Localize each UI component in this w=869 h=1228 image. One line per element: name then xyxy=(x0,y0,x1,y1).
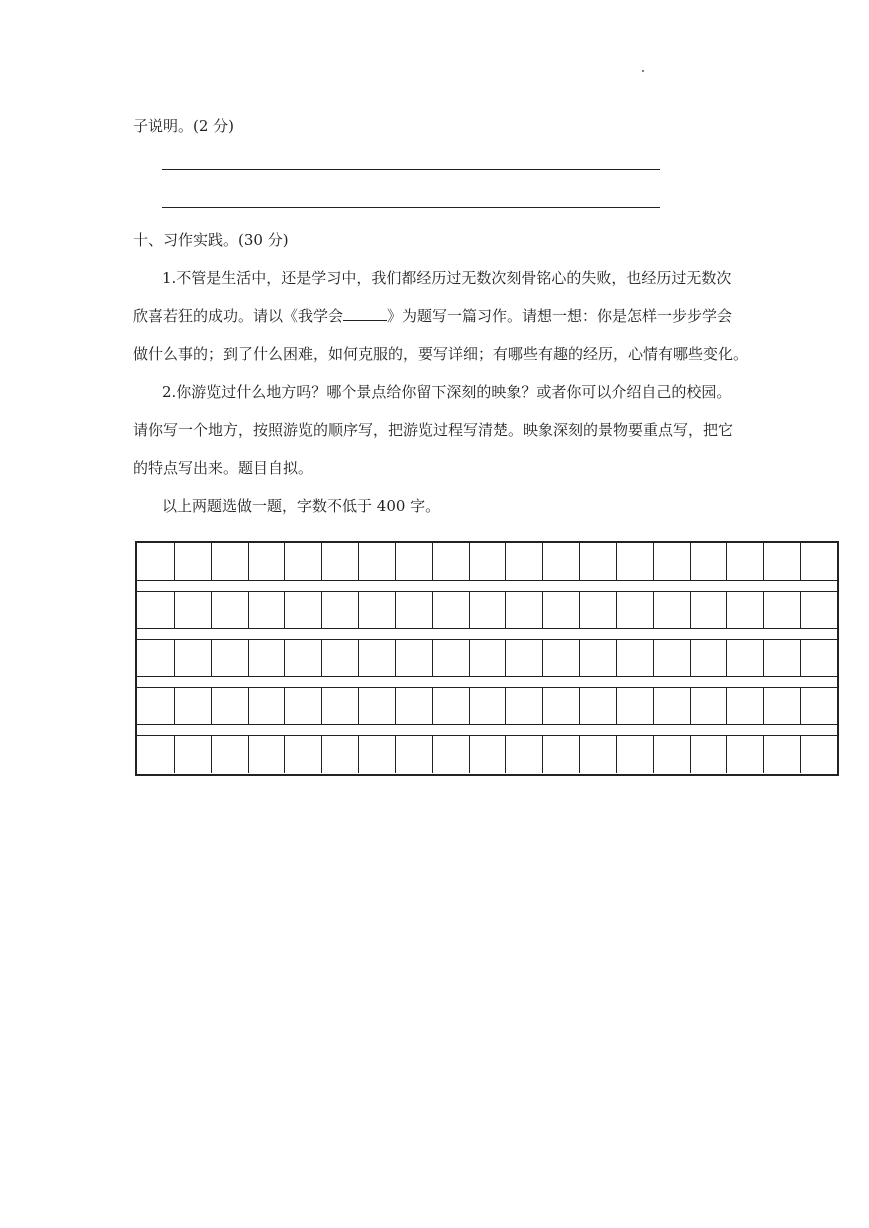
grid-cell[interactable] xyxy=(579,543,580,580)
grid-cell[interactable] xyxy=(174,543,175,580)
grid-cell[interactable] xyxy=(358,543,359,580)
choice-instruction: 以上两题选做一题，字数不低于 400 字。 xyxy=(162,497,441,515)
grid-cell[interactable] xyxy=(726,543,727,580)
grid-cell[interactable] xyxy=(616,688,617,724)
prompt2-line-3: 的特点写出来。题目自拟。 xyxy=(133,459,314,477)
grid-cell[interactable] xyxy=(542,592,543,628)
grid-cell[interactable] xyxy=(800,688,801,724)
grid-cell[interactable] xyxy=(800,592,801,628)
grid-cell[interactable] xyxy=(469,592,470,628)
grid-cell[interactable] xyxy=(321,640,322,676)
grid-cell[interactable] xyxy=(284,592,285,628)
grid-cell[interactable] xyxy=(248,592,249,628)
grid-row xyxy=(137,735,837,773)
grid-cell[interactable] xyxy=(321,688,322,724)
grid-cell[interactable] xyxy=(542,543,543,580)
grid-cell[interactable] xyxy=(616,592,617,628)
grid-cell[interactable] xyxy=(211,688,212,724)
grid-cell[interactable] xyxy=(542,736,543,773)
prompt2-line-1: 2.你游览过什么地方吗？哪个景点给你留下深刻的映象？或者你可以介绍自己的校园。 xyxy=(162,383,732,401)
grid-cell[interactable] xyxy=(763,640,764,676)
grid-cell[interactable] xyxy=(395,736,396,773)
answer-line-2[interactable] xyxy=(162,207,660,208)
composition-grid[interactable] xyxy=(135,541,839,776)
grid-cell[interactable] xyxy=(690,688,691,724)
grid-cell[interactable] xyxy=(616,736,617,773)
grid-cell[interactable] xyxy=(358,736,359,773)
grid-cell[interactable] xyxy=(469,688,470,724)
prompt1-line-2-prefix: 欣喜若狂的成功。请以《我学会 xyxy=(133,307,344,325)
grid-cell[interactable] xyxy=(690,592,691,628)
page-dot xyxy=(642,70,644,72)
grid-cell[interactable] xyxy=(653,688,654,724)
grid-cell[interactable] xyxy=(432,736,433,773)
grid-cell[interactable] xyxy=(395,592,396,628)
grid-cell[interactable] xyxy=(358,640,359,676)
grid-cell[interactable] xyxy=(432,543,433,580)
answer-line-1[interactable] xyxy=(162,169,660,170)
previous-question-tail: 子说明。(2 分) xyxy=(133,117,235,135)
grid-cell[interactable] xyxy=(690,640,691,676)
grid-cell[interactable] xyxy=(690,736,691,773)
grid-cell[interactable] xyxy=(248,543,249,580)
grid-cell[interactable] xyxy=(284,543,285,580)
grid-cell[interactable] xyxy=(469,736,470,773)
grid-cell[interactable] xyxy=(395,688,396,724)
grid-cell[interactable] xyxy=(395,543,396,580)
grid-cell[interactable] xyxy=(358,688,359,724)
grid-cell[interactable] xyxy=(505,736,506,773)
grid-cell[interactable] xyxy=(174,688,175,724)
grid-cell[interactable] xyxy=(616,640,617,676)
grid-cell[interactable] xyxy=(211,736,212,773)
grid-row xyxy=(137,543,837,581)
grid-cell[interactable] xyxy=(800,640,801,676)
prompt2-line-2: 请你写一个地方，按照游览的顺序写，把游览过程写清楚。映象深刻的景物要重点写，把它 xyxy=(133,421,734,439)
grid-cell[interactable] xyxy=(616,543,617,580)
grid-cell[interactable] xyxy=(726,736,727,773)
grid-cell[interactable] xyxy=(174,736,175,773)
grid-cell[interactable] xyxy=(395,640,396,676)
grid-cell[interactable] xyxy=(284,688,285,724)
grid-cell[interactable] xyxy=(248,640,249,676)
grid-cell[interactable] xyxy=(763,592,764,628)
grid-cell[interactable] xyxy=(174,592,175,628)
grid-cell[interactable] xyxy=(726,592,727,628)
grid-cell[interactable] xyxy=(542,640,543,676)
grid-cell[interactable] xyxy=(321,592,322,628)
prompt1-line-2 xyxy=(133,306,732,326)
grid-cell[interactable] xyxy=(579,640,580,676)
grid-cell[interactable] xyxy=(726,688,727,724)
grid-cell[interactable] xyxy=(321,543,322,580)
grid-cell[interactable] xyxy=(321,736,322,773)
prompt1-line-2-suffix: 》为题写一篇习作。请想一想：你是怎样一步步学会 xyxy=(387,307,733,325)
grid-cell[interactable] xyxy=(505,543,506,580)
grid-row xyxy=(137,687,837,725)
grid-cell[interactable] xyxy=(505,640,506,676)
grid-cell[interactable] xyxy=(653,640,654,676)
grid-cell[interactable] xyxy=(579,592,580,628)
grid-cell[interactable] xyxy=(174,640,175,676)
prompt1-line-3: 做什么事的；到了什么困难，如何克服的，要写详细；有哪些有趣的经历，心情有哪些变化。 xyxy=(133,345,749,363)
grid-cell[interactable] xyxy=(432,640,433,676)
grid-cell[interactable] xyxy=(579,688,580,724)
grid-cell[interactable] xyxy=(248,736,249,773)
grid-cell[interactable] xyxy=(284,640,285,676)
grid-cell[interactable] xyxy=(248,688,249,724)
grid-cell[interactable] xyxy=(432,592,433,628)
grid-cell[interactable] xyxy=(690,543,691,580)
grid-cell[interactable] xyxy=(211,543,212,580)
grid-cell[interactable] xyxy=(579,736,580,773)
grid-row xyxy=(137,639,837,677)
grid-cell[interactable] xyxy=(469,543,470,580)
grid-cell[interactable] xyxy=(211,640,212,676)
grid-cell[interactable] xyxy=(763,736,764,773)
grid-cell[interactable] xyxy=(284,736,285,773)
grid-cell[interactable] xyxy=(542,688,543,724)
grid-cell[interactable] xyxy=(432,688,433,724)
grid-row xyxy=(137,591,837,629)
grid-cell[interactable] xyxy=(358,592,359,628)
grid-cell[interactable] xyxy=(505,688,506,724)
grid-cell[interactable] xyxy=(653,592,654,628)
grid-cell[interactable] xyxy=(211,592,212,628)
grid-cell[interactable] xyxy=(800,736,801,773)
section-heading: 十、习作实践。(30 分) xyxy=(133,231,289,249)
grid-cell[interactable] xyxy=(763,543,764,580)
grid-cell[interactable] xyxy=(653,543,654,580)
grid-cell[interactable] xyxy=(726,640,727,676)
prompt1-line-1: 1.不管是生活中，还是学习中，我们都经历过无数次刻骨铭心的失败，也经历过无数次 xyxy=(162,269,732,287)
grid-cell[interactable] xyxy=(653,736,654,773)
grid-cell[interactable] xyxy=(800,543,801,580)
grid-cell[interactable] xyxy=(505,592,506,628)
title-blank[interactable] xyxy=(343,306,387,321)
grid-cell[interactable] xyxy=(469,640,470,676)
grid-cell[interactable] xyxy=(763,688,764,724)
